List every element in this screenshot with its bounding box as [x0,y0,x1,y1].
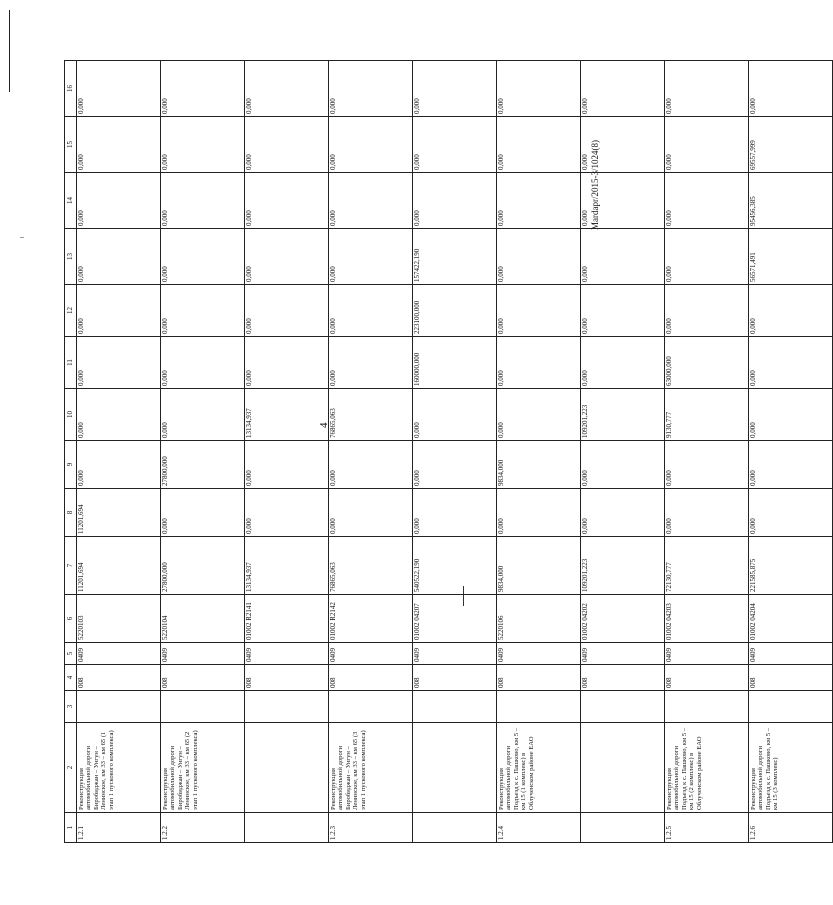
value-cell: 0,000 [77,337,161,389]
project-name-cell: Реконструкция автомобильной дороги Подъезд к с. Пашково, км 5 – км 15 (1 комплекс) в Облученском районе ЕАО [497,723,581,813]
value-cell: 0,000 [161,173,245,229]
column-number-header: 15 [65,117,77,173]
value-cell: 0,000 [497,389,581,441]
value-cell: 0,000 [581,61,665,117]
value-cell: 0,000 [413,441,497,489]
value-cell: 0,000 [77,441,161,489]
value-cell: 01002 R2142 [329,595,413,643]
value-cell: 0,000 [161,389,245,441]
value-cell: 5220103 [77,595,161,643]
value-cell: 9834,000 [497,537,581,595]
value-cell: 0,000 [77,229,161,285]
value-cell [329,691,413,723]
value-cell [245,691,329,723]
header-row [65,61,77,843]
column-number-header: 7 [65,537,77,595]
value-cell: 160000,000 [413,337,497,389]
item-number-cell: 1.2.5 [665,813,749,843]
project-name-cell: Реконструкция автомобильной дороги Биробиджан – Унгун – Ленинское, км 33 – км 65 (2 этап 1 пускового комплекса) [161,723,245,813]
value-cell: 0409 [665,643,749,665]
value-cell [161,691,245,723]
value-cell: 01002 04203 [665,595,749,643]
value-cell: 0,000 [749,285,833,337]
value-cell: 0,000 [245,61,329,117]
value-cell [413,691,497,723]
column-number-header: 9 [65,441,77,489]
value-cell: 76865,063 [329,537,413,595]
project-name-cell [413,723,497,813]
value-cell: 27800,000 [161,537,245,595]
item-number-cell: 1.2.2 [161,813,245,843]
value-cell: 0,000 [497,337,581,389]
value-cell: 5220106 [497,595,581,643]
column-number-header: 3 [65,691,77,723]
value-cell: 0,000 [245,441,329,489]
value-cell: 0,000 [497,489,581,537]
page-number: 4 [318,422,330,428]
item-number-cell: 1.2.3 [329,813,413,843]
column-number-header: 14 [65,173,77,229]
value-cell: 0,000 [581,441,665,489]
value-cell: 0,000 [581,337,665,389]
value-cell: 0,000 [245,229,329,285]
item-number-cell: 1.2.1 [77,813,161,843]
value-cell: 0409 [161,643,245,665]
value-cell: 0,000 [665,441,749,489]
value-cell: 0,000 [245,337,329,389]
value-cell: 56571,491 [749,229,833,285]
value-cell: 0,000 [413,389,497,441]
value-cell: 0,000 [665,489,749,537]
value-cell: 0,000 [161,117,245,173]
value-cell: 0409 [329,643,413,665]
value-cell [77,691,161,723]
value-cell: 0409 [581,643,665,665]
value-cell: 0,000 [161,61,245,117]
value-cell: 0,000 [665,285,749,337]
value-cell: 008 [245,665,329,691]
project-name-cell: Реконструкция автомобильной дороги Биробиджан – Унгун – Ленинское, км 33 – км 65 (3 этап 1 пускового комплекса) [329,723,413,813]
value-cell: 0,000 [497,61,581,117]
value-cell: 0,000 [329,337,413,389]
value-cell: 0,000 [581,489,665,537]
value-cell: 0,000 [77,285,161,337]
value-cell [581,691,665,723]
value-cell: 0,000 [665,117,749,173]
value-cell: 221585,875 [749,537,833,595]
value-cell: 0,000 [245,489,329,537]
value-cell: 109201,223 [581,389,665,441]
value-cell: 008 [413,665,497,691]
value-cell: 0,000 [245,285,329,337]
value-cell: 01002 04202 [581,595,665,643]
value-cell: 0,000 [329,229,413,285]
footer-code: Mardapr/2015-3/1024(8) [590,140,600,230]
value-cell: 0,000 [245,173,329,229]
project-name-cell [581,723,665,813]
item-number-cell [413,813,497,843]
value-cell: 01002 04207 [413,595,497,643]
value-cell: 0,000 [161,285,245,337]
value-cell: 0409 [749,643,833,665]
value-cell: 0,000 [749,337,833,389]
value-cell: 27800,000 [161,441,245,489]
value-cell: 008 [581,665,665,691]
value-cell: 109201,223 [581,537,665,595]
table-row [413,61,497,843]
value-cell: 0,000 [329,441,413,489]
value-cell: 0,000 [245,117,329,173]
column-number-header: 12 [65,285,77,337]
value-cell: 008 [497,665,581,691]
value-cell: 0,000 [413,489,497,537]
value-cell: 76865,063 [329,389,413,441]
table-row [581,61,665,843]
value-cell: 11201,694 [77,489,161,537]
value-cell: 0,000 [329,173,413,229]
scan-mark [20,237,24,238]
table-row [245,61,329,843]
column-number-header: 8 [65,489,77,537]
column-number-header: 4 [65,665,77,691]
value-cell: 540522,190 [413,537,497,595]
value-cell: 0409 [77,643,161,665]
value-cell: 0,000 [161,337,245,389]
value-cell: 0,000 [749,389,833,441]
value-cell: 0,000 [329,117,413,173]
project-name-cell: Реконструкция автомобильной дороги Подъезд к с. Пашково, км 5 – км 15 (3 комплекс) [749,723,833,813]
value-cell: 0,000 [77,389,161,441]
column-number-header: 2 [65,723,77,813]
value-cell: 0,000 [413,173,497,229]
value-cell: 0409 [413,643,497,665]
column-number-header: 16 [65,61,77,117]
item-number-cell [245,813,329,843]
value-cell: 0,000 [665,61,749,117]
table-row [749,61,833,843]
value-cell: 223100,000 [413,285,497,337]
value-cell: 0,000 [665,173,749,229]
value-cell: 63000,000 [665,337,749,389]
value-cell: 0,000 [329,489,413,537]
value-cell: 01002 R2141 [245,595,329,643]
project-name-cell: Реконструкция автомобильной дороги Биробиджан – Унгун – Ленинское, км 33 – км 65 (1 этап 1 пускового комплекса) [77,723,161,813]
column-number-header: 13 [65,229,77,285]
table-row [665,61,749,843]
value-cell: 008 [77,665,161,691]
value-cell: 95456,385 [749,173,833,229]
value-cell: 0,000 [581,229,665,285]
value-cell: 13134,937 [245,389,329,441]
value-cell: 0,000 [749,489,833,537]
table-row [329,61,413,843]
value-cell: 0409 [497,643,581,665]
value-cell: 0,000 [497,117,581,173]
value-cell: 0,000 [329,61,413,117]
value-cell: 72130,777 [665,537,749,595]
value-cell: 0,000 [77,61,161,117]
value-cell: 11201,694 [77,537,161,595]
value-cell: 0,000 [581,117,665,173]
value-cell: 0,000 [161,489,245,537]
value-cell: 0,000 [329,285,413,337]
value-cell: 008 [749,665,833,691]
value-cell: 008 [665,665,749,691]
value-cell: 0,000 [77,173,161,229]
value-cell: 0,000 [581,285,665,337]
column-number-header: 1 [65,813,77,843]
value-cell: 157422,190 [413,229,497,285]
table-row [497,61,581,843]
value-cell: 0,000 [749,61,833,117]
value-cell: 01002 04204 [749,595,833,643]
column-number-header: 5 [65,643,77,665]
value-cell: 0,000 [581,173,665,229]
value-cell: 0409 [245,643,329,665]
value-cell [497,691,581,723]
project-name-cell: Реконструкция автомобильной дороги Подъезд к с. Пашково, км 5 – км 15 (2 комплекс) в Облученском районе ЕАО [665,723,749,813]
item-number-cell [581,813,665,843]
value-cell: 0,000 [497,229,581,285]
value-cell: 9130,777 [665,389,749,441]
value-cell: 0,000 [77,117,161,173]
table-row [161,61,245,843]
value-cell: 0,000 [497,285,581,337]
value-cell: 9834,000 [497,441,581,489]
budget-table [64,60,833,843]
item-number-cell: 1.2.6 [749,813,833,843]
value-cell: 0,000 [413,61,497,117]
value-cell [665,691,749,723]
value-cell: 0,000 [161,229,245,285]
value-cell: 5220104 [161,595,245,643]
value-cell [749,691,833,723]
binding-line [9,10,10,92]
value-cell: 69557,999 [749,117,833,173]
value-cell: 0,000 [749,441,833,489]
column-number-header: 6 [65,595,77,643]
value-cell: 0,000 [497,173,581,229]
value-cell: 0,000 [413,117,497,173]
value-cell: 008 [329,665,413,691]
value-cell: 13134,937 [245,537,329,595]
project-name-cell [245,723,329,813]
column-number-header: 10 [65,389,77,441]
item-number-cell: 1.2.4 [497,813,581,843]
value-cell: 0,000 [665,229,749,285]
column-number-header: 11 [65,337,77,389]
table-row [77,61,161,843]
value-cell: 008 [161,665,245,691]
